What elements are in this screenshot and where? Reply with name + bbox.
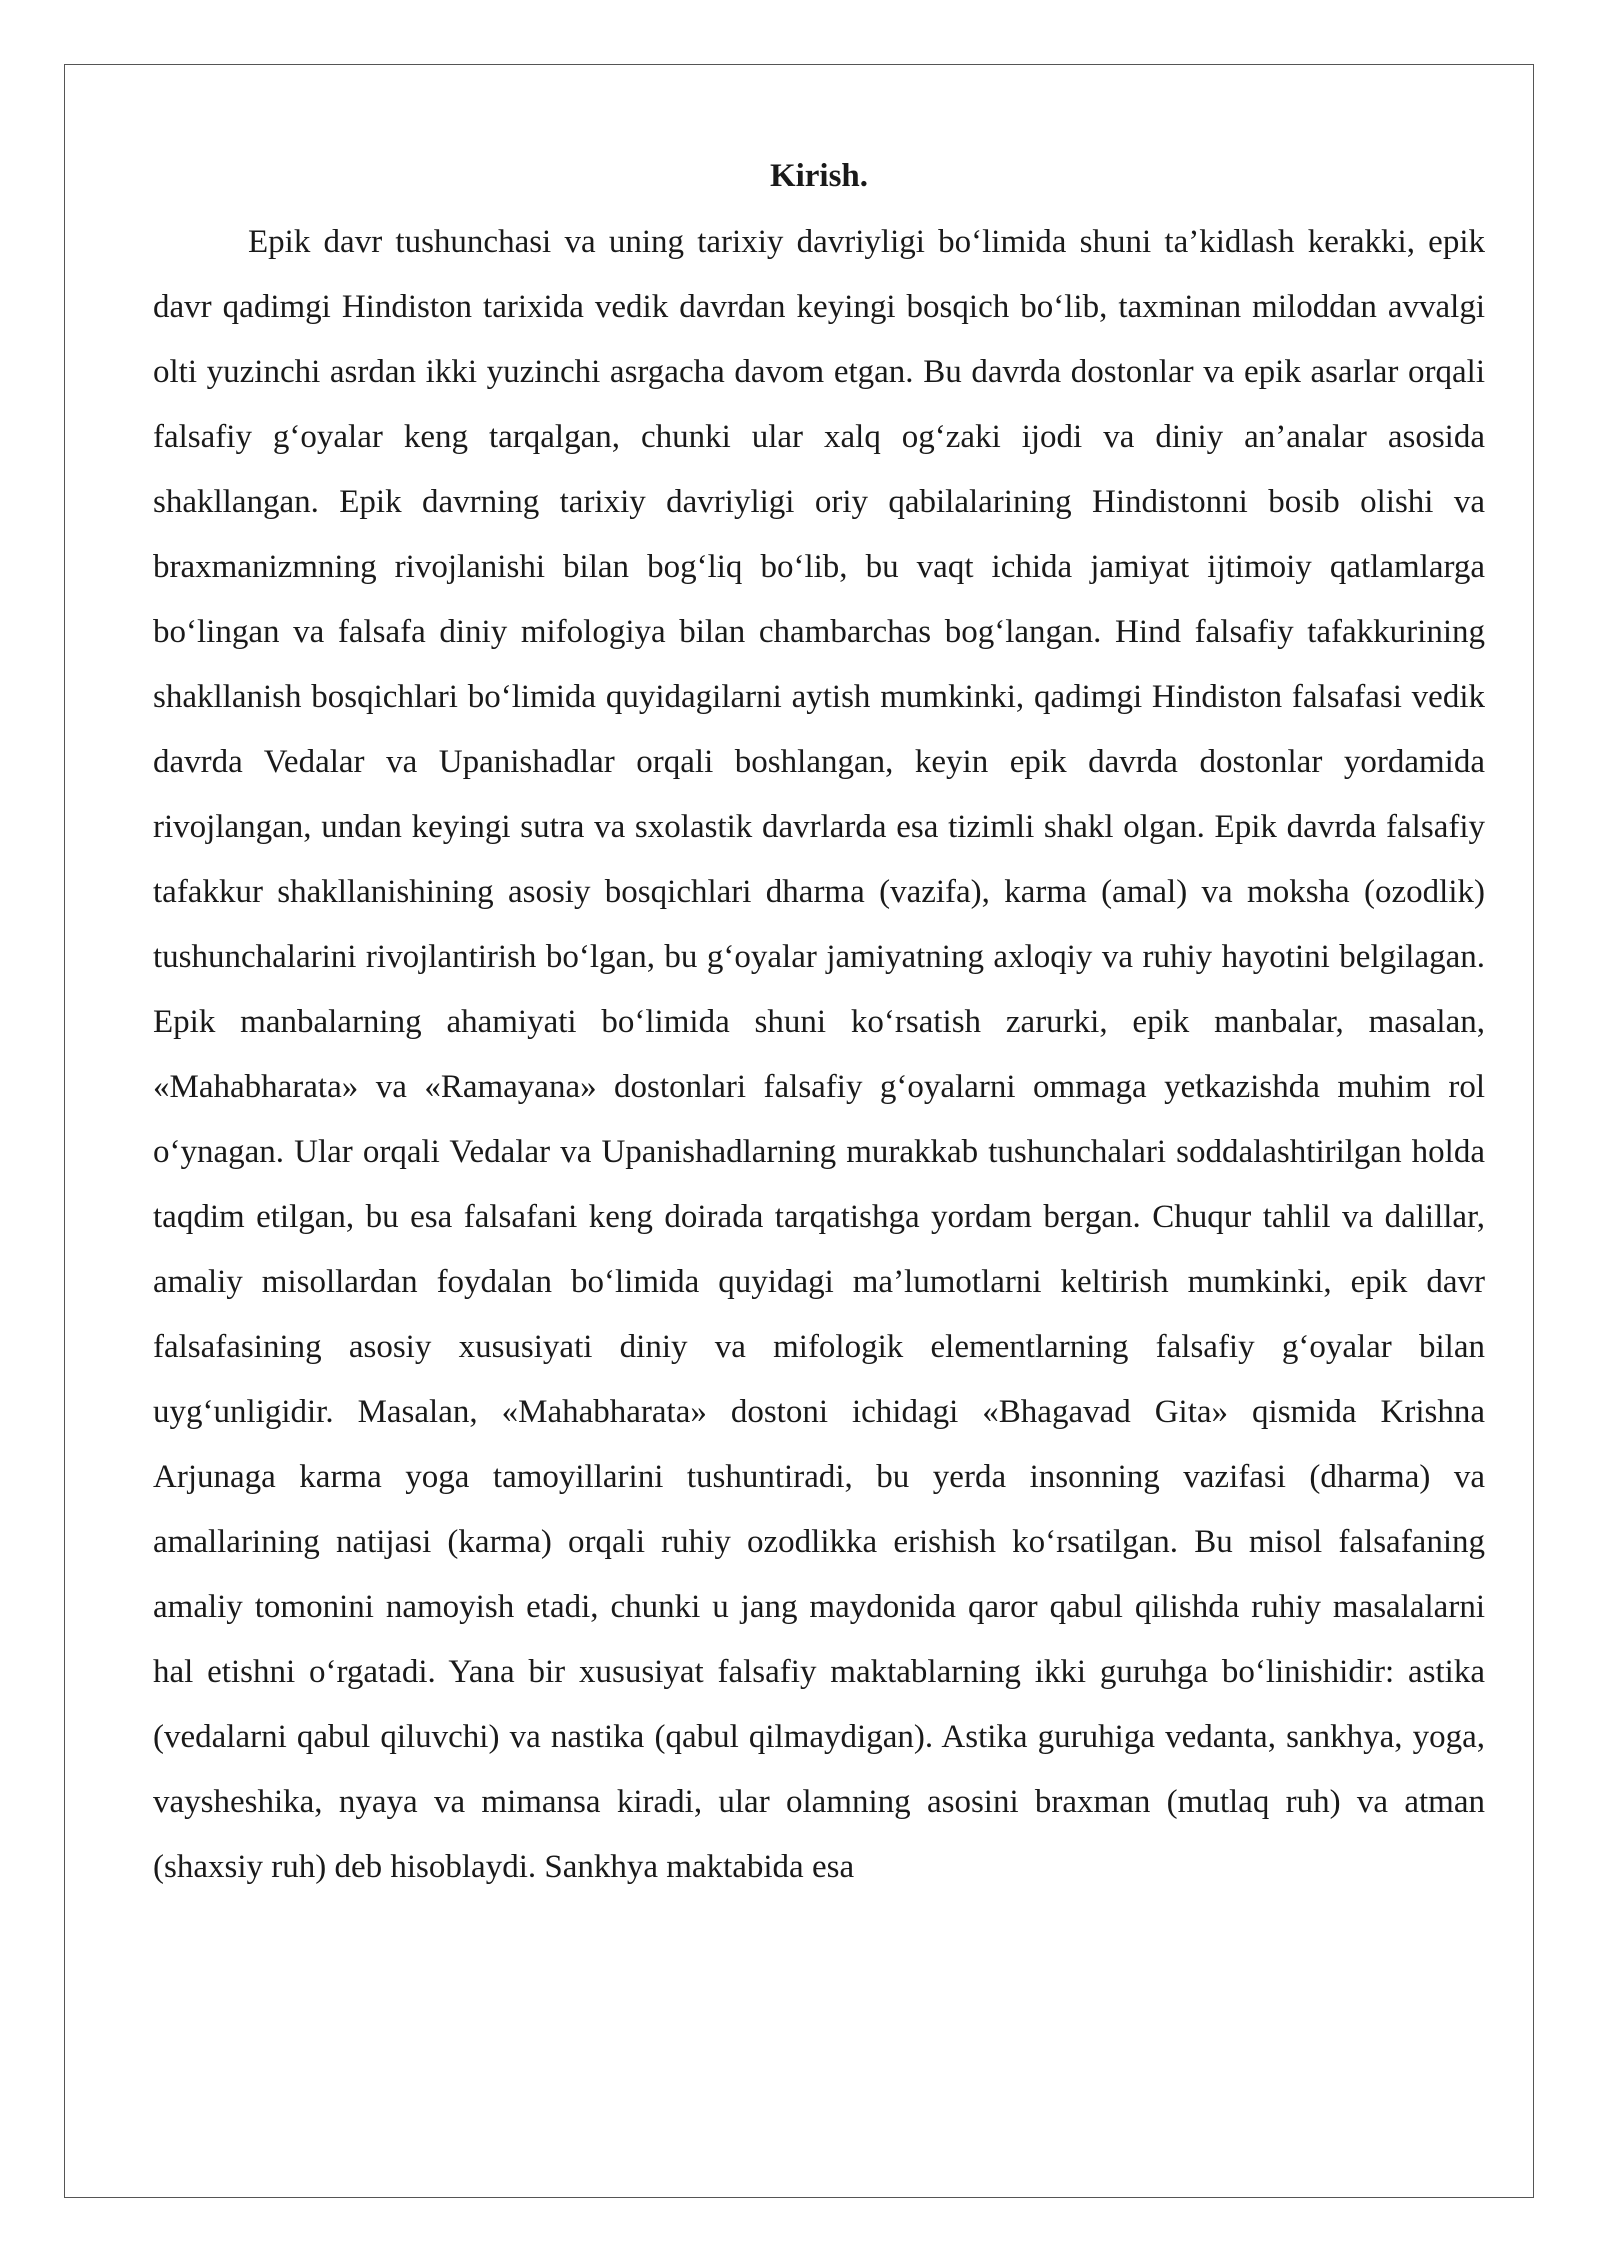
body-paragraph: Epik davr tushunchasi va uning tarixiy davriyligi bo‘limida shuni ta’kidlash kerakki, epik davr qadimgi Hindiston tarixida vedik davrdan keyingi bosqich bo‘lib, taxminan miloddan avvalgi olti yuzinchi asrdan ikki yuzinchi asrgacha davom etgan. Bu davrda dostonlar va epik asarlar orqali falsafiy g‘oyalar keng tarqalgan, chunki ular xalq og‘zaki ijodi va diniy an’analar asosida shakllangan. Epik davrning tarixiy davriyligi oriy qabilalarining Hindistonni bosib olishi va braxmanizmning rivojlanishi bilan bog‘liq bo‘lib, bu vaqt ichida jamiyat ijtimoiy qatlamlarga bo‘lingan va falsafa diniy mifologiya bilan chambarchas bog‘langan. Hind falsafiy tafakkurining shakllanish bosqichlari bo‘limida quyidagilarni aytish mumkinki, qadimgi Hindiston falsafasi vedik davrda Vedalar va Upanishadlar orqali boshlangan, keyin epik davrda dostonlar yordamida rivojlangan, undan keyingi sutra va sxolastik davrlarda esa tizimli shakl olgan. Epik davrda falsafiy tafakkur shakllanishining asosiy bosqichlari dharma (vazifa), karma (amal) va moksha (ozodlik) tushunchalarini rivojlantirish bo‘lgan, bu g‘oyalar jamiyatning axloqiy va ruhiy hayotini belgilagan. Epik manbalarning ahamiyati bo‘limida shuni ko‘rsatish zarurki, epik manbalar, masalan, «Mahabharata» va «Ramayana» dostonlari falsafiy g‘oyalarni ommaga yetkazishda muhim rol o‘ynagan. Ular orqali Vedalar va Upanishadlarning murakkab tushunchalari soddalashtirilgan holda taqdim etilgan, bu esa falsafani keng doirada tarqatishga yordam bergan. Chuqur tahlil va dalillar, amaliy misollardan foydalan bo‘limida quyidagi ma’lumotlarni keltirish mumkinki, epik davr falsafasining asosiy xususiyati diniy va mifologik elementlarning falsafiy g‘oyalar bilan uyg‘unligidir. Masalan, «Mahabharata» dostoni ichidagi «Bhagavad Gita» qismida Krishna Arjunaga karma yoga tamoyillarini tushuntiradi, bu yerda insonning vazifasi (dharma) va amallarining natijasi (karma) orqali ruhiy ozodlikka erishish ko‘rsatilgan. Bu misol falsafaning amaliy tomonini namoyish etadi, chunki u jang maydonida qaror qabul qilishda ruhiy masalalarni hal etishni o‘rgatadi. Yana bir xususiyat falsafiy maktablarning ikki guruhga bo‘linishidir: astika (vedalarni qabul qiluvchi) va nastika (qabul qilmaydigan). Astika guruhiga vedanta, sankhya, yoga, vaysheshika, nyaya va mimansa kiradi, ular olamning asosini braxman (mutlaq ruh) va atman (shaxsiy ruh) deb hisoblaydi. Sankhya maktabida esa <box>153 224 1485 1885</box>
document-title: Kirish. <box>769 158 869 194</box>
document-body <box>153 150 1485 1900</box>
